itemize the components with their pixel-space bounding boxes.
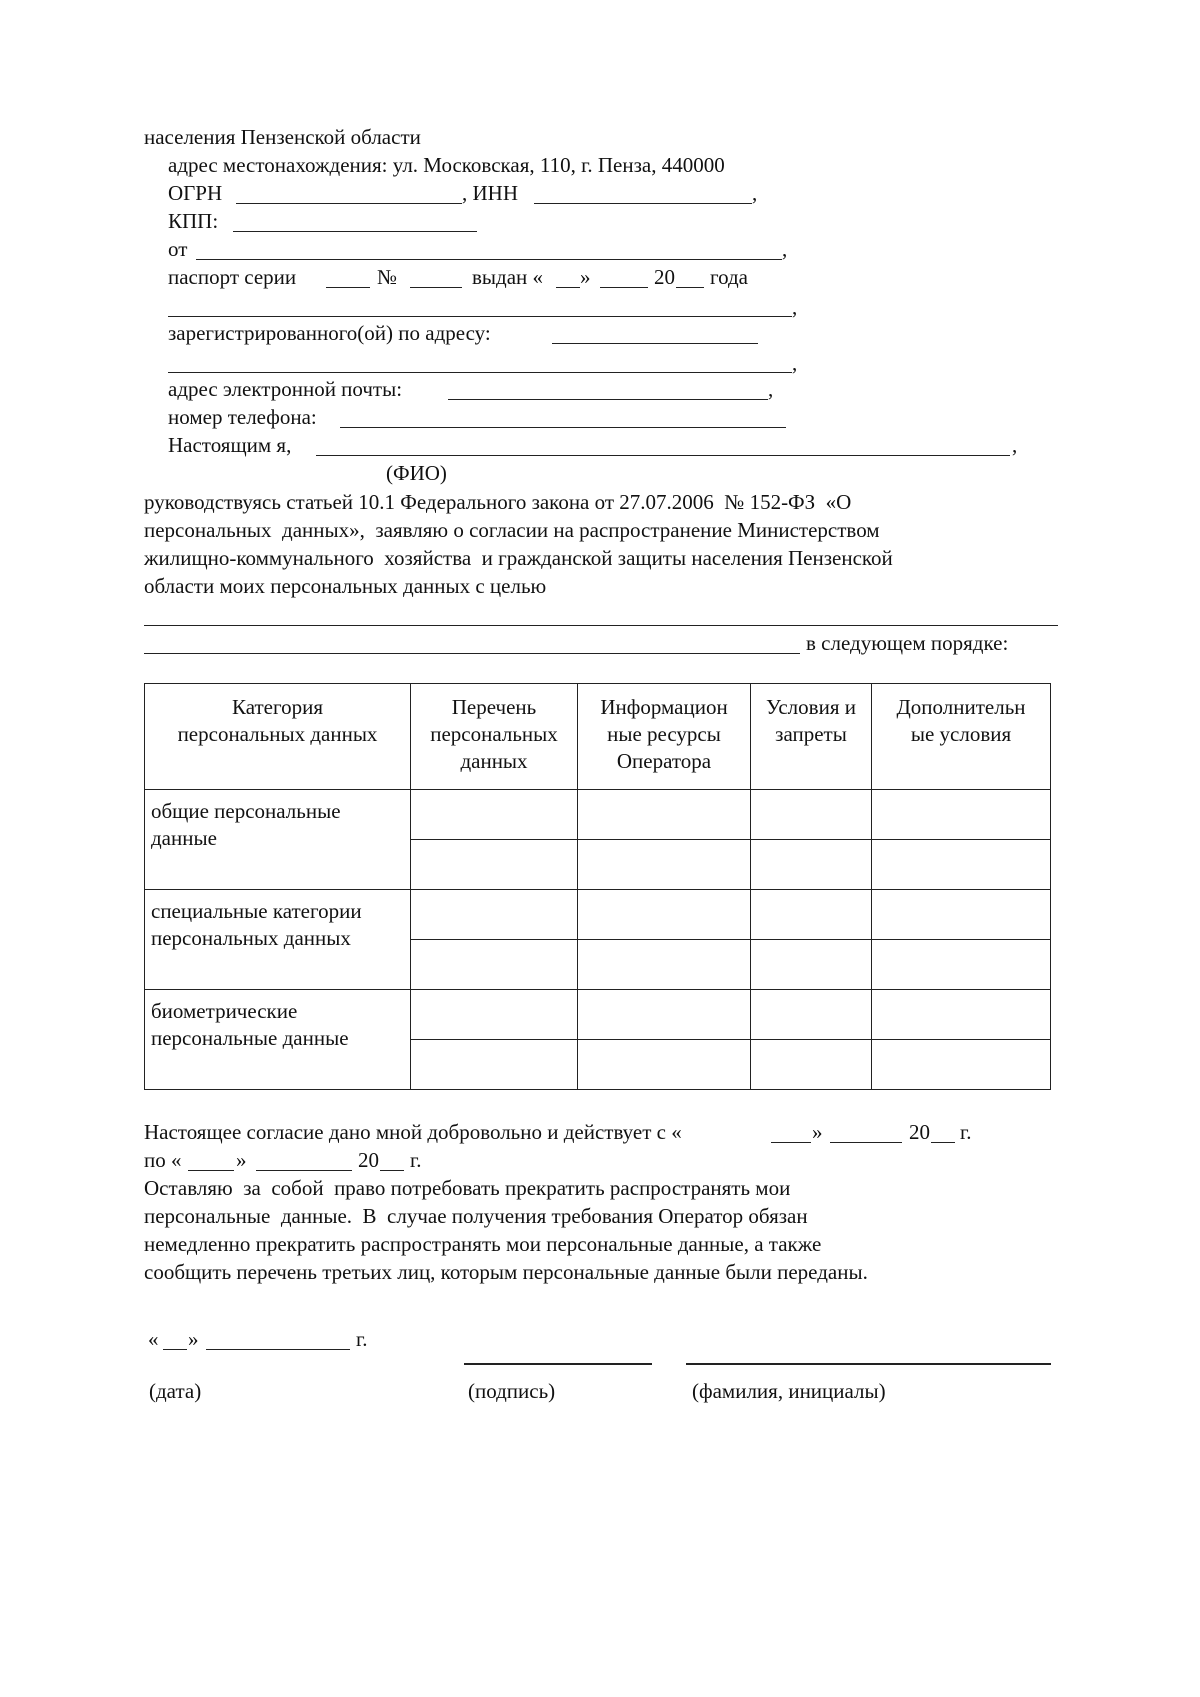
header-list-line-1: Перечень <box>451 695 537 719</box>
passport-series-label: паспорт серии <box>168 265 297 289</box>
category-general <box>145 790 411 890</box>
table-cell[interactable] <box>411 940 578 990</box>
passport-year-word: года <box>710 265 748 289</box>
date-day-field[interactable] <box>163 1349 187 1350</box>
passport-number-field[interactable] <box>410 287 462 288</box>
validity-end-year-prefix: 20 <box>358 1148 379 1172</box>
header-list <box>411 684 578 790</box>
header-additional-line-2: ые условия <box>910 722 1012 746</box>
revocation-line-1: Оставляю за собой право потребовать прекратить распространять мои <box>144 1176 791 1200</box>
validity-line-1: Настоящее согласие дано мной добровольно и действует с « <box>144 1120 682 1144</box>
date-open-quote: « <box>148 1327 159 1351</box>
table-cell[interactable] <box>872 890 1051 940</box>
validity-start-g: г. <box>960 1120 972 1144</box>
passport-month-field[interactable] <box>600 287 648 288</box>
table-header-row <box>145 684 1051 790</box>
table-cell[interactable] <box>751 940 872 990</box>
signature-line[interactable] <box>464 1363 652 1365</box>
category-general-line-2: данные <box>151 826 217 850</box>
kpp-label: КПП: <box>168 209 219 233</box>
category-general-line-1: общие персональные <box>151 799 341 823</box>
ogrn-field[interactable] <box>236 203 462 204</box>
header-resources <box>578 684 751 790</box>
registered-field-1[interactable] <box>552 343 758 344</box>
category-biometric <box>145 990 411 1090</box>
from-comma: , <box>782 237 788 261</box>
table-cell[interactable] <box>751 790 872 840</box>
header-additional-line-1: Дополнительн <box>896 695 1026 719</box>
category-biometric-line-2: персональные данные <box>151 1026 349 1050</box>
table-row <box>145 890 1051 940</box>
phone-field[interactable] <box>340 427 786 428</box>
table-cell[interactable] <box>578 890 751 940</box>
validity-end-prefix: по « <box>144 1148 182 1172</box>
table-cell[interactable] <box>872 790 1051 840</box>
validity-start-month-field[interactable] <box>830 1142 902 1143</box>
table-cell[interactable] <box>872 840 1051 890</box>
consent-paragraph-line-1: руководствуясь статьей 10.1 Федерального закона от 27.07.2006 № 152-ФЗ «О <box>144 490 852 514</box>
header-category-line-2: персональных данных <box>177 722 378 746</box>
passport-year-prefix: 20 <box>654 265 675 289</box>
validity-start-year-field[interactable] <box>931 1142 955 1143</box>
table-cell[interactable] <box>578 840 751 890</box>
table-cell[interactable] <box>578 990 751 1040</box>
header-additional <box>872 684 1051 790</box>
category-special-line-2: персональных данных <box>151 926 351 950</box>
email-label: адрес электронной почты: <box>168 377 403 401</box>
passport-issuer-field[interactable] <box>168 316 792 317</box>
table-cell[interactable] <box>751 890 872 940</box>
validity-start-day-field[interactable] <box>771 1142 811 1143</box>
registered-comma: , <box>792 351 798 375</box>
from-label: от <box>168 237 188 261</box>
passport-series-field[interactable] <box>326 287 370 288</box>
caption-name: (фамилия, инициалы) <box>692 1379 886 1403</box>
table-cell[interactable] <box>751 840 872 890</box>
header-resources-line-1: Информацион <box>600 695 728 719</box>
registered-field-2[interactable] <box>168 372 792 373</box>
header-resources-line-3: Оператора <box>616 749 712 773</box>
passport-issued-label: выдан « <box>472 265 544 289</box>
caption-signature: (подпись) <box>468 1379 556 1403</box>
passport-day-field[interactable] <box>556 287 580 288</box>
table-cell[interactable] <box>411 1040 578 1090</box>
fio-field[interactable] <box>316 455 1010 456</box>
issuer-comma: , <box>792 295 798 319</box>
passport-quote-close: » <box>580 265 591 289</box>
address-line: адрес местонахождения: ул. Московская, 110, г. Пенза, 440000 <box>168 153 725 177</box>
validity-start-quote-close: » <box>812 1120 823 1144</box>
revocation-line-2: персональные данные. В случае получения требования Оператор обязан <box>144 1204 808 1228</box>
table-cell[interactable] <box>411 840 578 890</box>
revocation-line-3: немедленно прекратить распространять мои персональные данные, а также <box>144 1232 822 1256</box>
inn-field[interactable] <box>534 203 752 204</box>
header-line-1: населения Пензенской области <box>144 125 421 149</box>
table-cell[interactable] <box>872 940 1051 990</box>
header-conditions <box>751 684 872 790</box>
category-biometric-line-1: биометрические <box>151 999 298 1023</box>
table-cell[interactable] <box>578 1040 751 1090</box>
date-close-quote: » <box>188 1327 199 1351</box>
header-list-line-3: данных <box>460 749 528 773</box>
validity-end-g: г. <box>410 1148 422 1172</box>
header-conditions-line-2: запреты <box>775 722 847 746</box>
header-list-line-2: персональных <box>430 722 558 746</box>
inn-label: , ИНН <box>462 181 518 205</box>
name-line[interactable] <box>686 1363 1051 1365</box>
table-cell[interactable] <box>872 990 1051 1040</box>
registered-label: зарегистрированного(ой) по адресу: <box>168 321 491 345</box>
date-month-field[interactable] <box>206 1349 350 1350</box>
table-row <box>145 790 1051 840</box>
table-cell[interactable] <box>751 990 872 1040</box>
revocation-line-4: сообщить перечень третьих лиц, которым персональные данные были переданы. <box>144 1260 868 1284</box>
inn-comma: , <box>752 181 758 205</box>
table-cell[interactable] <box>872 1040 1051 1090</box>
order-label: в следующем порядке: <box>806 631 1009 655</box>
consent-paragraph-line-2: персональных данных», заявляю о согласии на распространение Министерством <box>144 518 880 542</box>
purpose-field-1[interactable] <box>144 625 1058 626</box>
table-row <box>145 990 1051 1040</box>
header-category <box>145 684 411 790</box>
passport-year-field[interactable] <box>676 287 704 288</box>
ogrn-label: ОГРН <box>168 181 223 205</box>
fio-comma: , <box>1012 433 1018 457</box>
table-cell[interactable] <box>751 1040 872 1090</box>
table-cell[interactable] <box>411 790 578 840</box>
kpp-field[interactable] <box>233 231 477 232</box>
email-field[interactable] <box>448 399 768 400</box>
header-conditions-line-1: Условия и <box>766 695 856 719</box>
table-cell[interactable] <box>411 890 578 940</box>
header-category-line-1: Категория <box>232 695 323 719</box>
category-special <box>145 890 411 990</box>
phone-label: номер телефона: <box>168 405 317 429</box>
validity-start-year-prefix: 20 <box>909 1120 930 1144</box>
validity-end-day-field[interactable] <box>188 1170 234 1171</box>
category-special-line-1: специальные категории <box>151 899 362 923</box>
validity-end-month-field[interactable] <box>256 1170 352 1171</box>
consent-paragraph-line-3: жилищно-коммунального хозяйства и гражданской защиты населения Пензенской <box>144 546 893 570</box>
consent-table <box>144 683 1051 1090</box>
fio-caption: (ФИО) <box>386 461 447 485</box>
table-cell[interactable] <box>578 940 751 990</box>
table-cell[interactable] <box>578 790 751 840</box>
passport-number-label: № <box>377 265 398 289</box>
from-field[interactable] <box>196 259 782 260</box>
purpose-field-2[interactable] <box>144 653 800 654</box>
email-comma: , <box>768 377 774 401</box>
consent-paragraph-line-4: области моих персональных данных с целью <box>144 574 547 598</box>
validity-end-quote-close: » <box>236 1148 247 1172</box>
header-resources-line-2: ные ресурсы <box>607 722 721 746</box>
validity-end-year-field[interactable] <box>380 1170 404 1171</box>
table-cell[interactable] <box>411 990 578 1040</box>
self-label: Настоящим я, <box>168 433 292 457</box>
caption-date: (дата) <box>149 1379 202 1403</box>
date-g: г. <box>356 1327 368 1351</box>
